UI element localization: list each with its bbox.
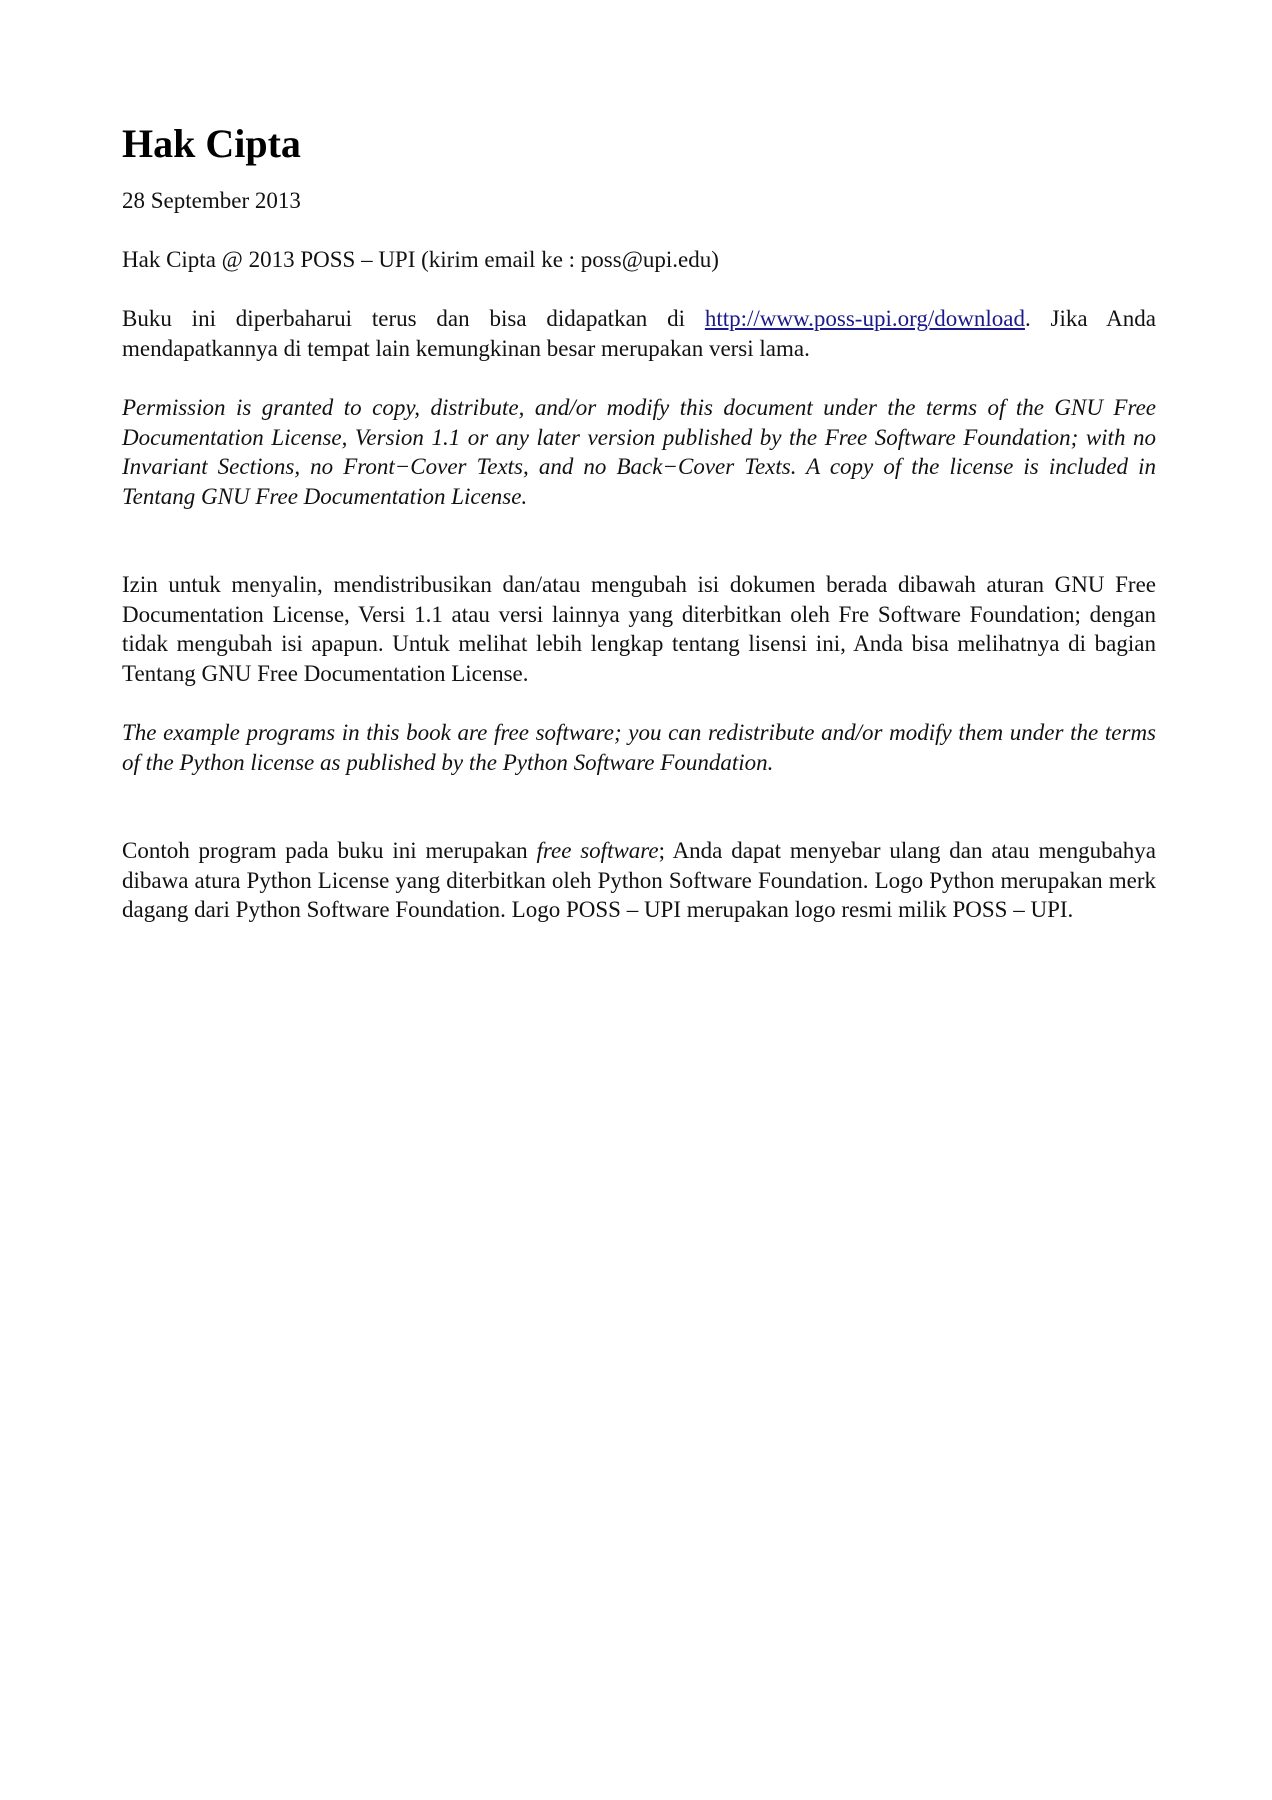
page-title: Hak Cipta (122, 121, 301, 166)
permission-indonesian-paragraph: Izin untuk menyalin, mendistribusikan dan/atau mengubah isi dokumen berada dibawah aturan GNU Free Documentation License, Versi 1.1 atau versi lainnya yang diterbitkan oleh Fre Software Foundation; dengan tidak mengubah isi apapun. Untuk melihat lebih lengkap tentang lisensi ini, Anda bisa melihatnya di bagian Tentang GNU Free Documentation License. (122, 572, 1156, 686)
intro-text-before-link: Buku ini diperbaharui terus dan bisa didapatkan di (122, 306, 705, 331)
copyright-line: Hak Cipta @ 2013 POSS – UPI (kirim email ke : poss@upi.edu) (122, 246, 719, 272)
intro-text-after-link: . Jika Anda mendapatkannya di tempat lain kemungkinan besar merupakan versi lama. (122, 306, 1156, 361)
example-text-before-em: Contoh program pada buku ini merupakan (122, 838, 537, 863)
example-text-after-em: ; Anda dapat menyebar ulang dan atau mengubahya dibawa atura Python License yang diterbitkan oleh Python Software Foundation. Logo Python merupakan merk dagang dari Python Software Foundation. Logo POSS – UPI merupakan logo resmi milik POSS – UPI. (122, 838, 1156, 922)
permission-english-paragraph: Permission is granted to copy, distribute, and/or modify this document under the terms of the GNU Free Documentation License, Version 1.1 or any later version published by the Free Software Foundation; with no Invariant Sections, no Front−Cover Texts, and no Back−Cover Texts. A copy of the license is included in Tentang GNU Free Documentation License. (122, 395, 1156, 509)
download-link[interactable]: http://www.poss-upi.org/download (704, 306, 1025, 331)
example-programs-english-paragraph: The example programs in this book are free software; you can redistribute and/or modify them under the terms of the Python license as published by the Python Software Foundation. (122, 720, 1156, 775)
document-date: 28 September 2013 (122, 188, 301, 213)
document-page (122, 120, 1156, 925)
example-programs-indonesian-paragraph (122, 836, 1156, 925)
intro-paragraph (122, 304, 1156, 363)
free-software-emphasis: free software (536, 838, 659, 863)
